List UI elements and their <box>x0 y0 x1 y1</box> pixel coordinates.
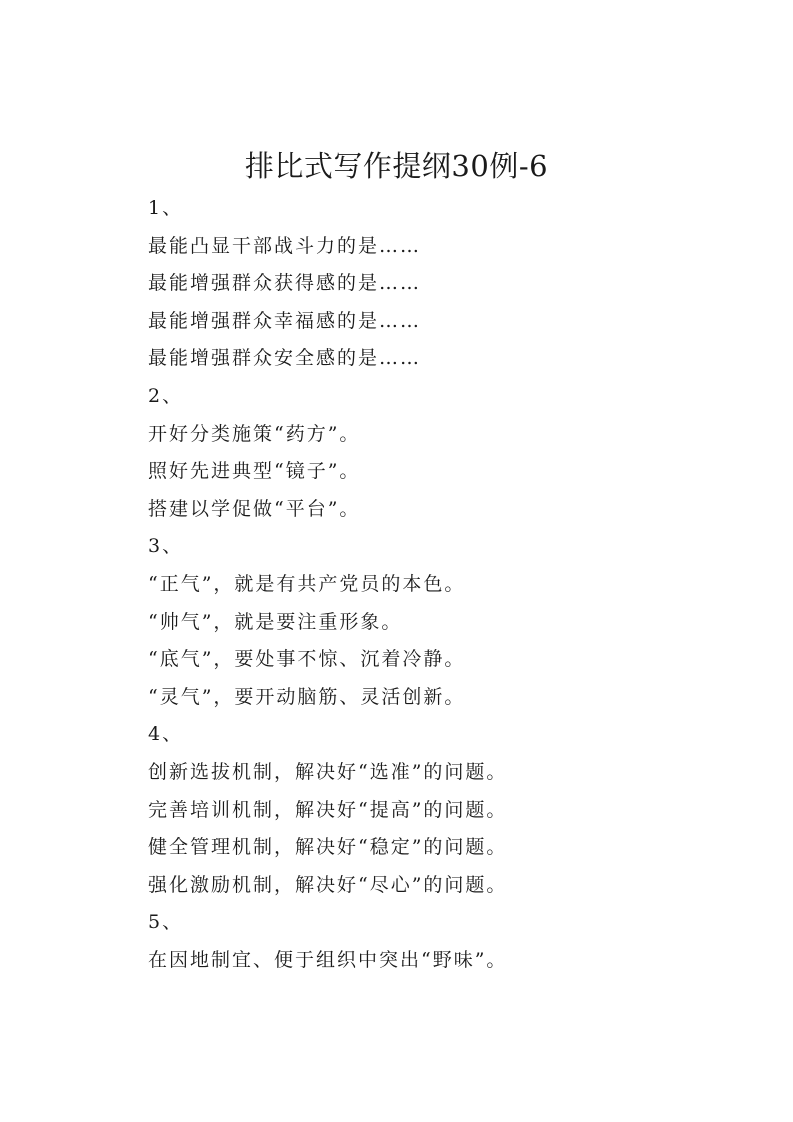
body-line: 最能增强群众幸福感的是…… <box>148 309 422 332</box>
section-number: 5、 <box>148 911 184 934</box>
body-line: 开好分类施策“药方”。 <box>148 422 361 445</box>
body-line: 健全管理机制，解决好“稳定”的问题。 <box>148 836 508 859</box>
body-line: 搭建以学促做“平台”。 <box>148 497 361 520</box>
section-number: 3、 <box>148 535 184 558</box>
body-line: “灵气”，要开动脑筋、灵活创新。 <box>148 685 466 708</box>
body-line: 最能增强群众安全感的是…… <box>148 347 422 370</box>
body-line: “帅气”，就是要注重形象。 <box>148 610 403 633</box>
body-line: 最能增强群众获得感的是…… <box>148 272 422 295</box>
document-body <box>148 194 748 983</box>
body-line: 在因地制宜、便于组织中突出“野味”。 <box>148 948 508 971</box>
section-number: 2、 <box>148 384 184 407</box>
body-line: 强化激励机制，解决好“尽心”的问题。 <box>148 873 508 896</box>
section-number: 1、 <box>148 197 184 219</box>
section-number: 4、 <box>148 723 184 746</box>
body-line: 完善培训机制，解决好“提高”的问题。 <box>148 798 508 821</box>
body-line: “正气”，就是有共产党员的本色。 <box>148 572 466 595</box>
body-line: 照好先进典型“镜子”。 <box>148 460 361 483</box>
body-line: 创新选拔机制，解决好“选准”的问题。 <box>148 760 508 783</box>
document-title: 排比式写作提纲30例-6 <box>244 149 549 183</box>
body-line: “底气”，要处事不惊、沉着冷静。 <box>148 648 466 671</box>
body-line: 最能凸显干部战斗力的是…… <box>148 234 422 257</box>
